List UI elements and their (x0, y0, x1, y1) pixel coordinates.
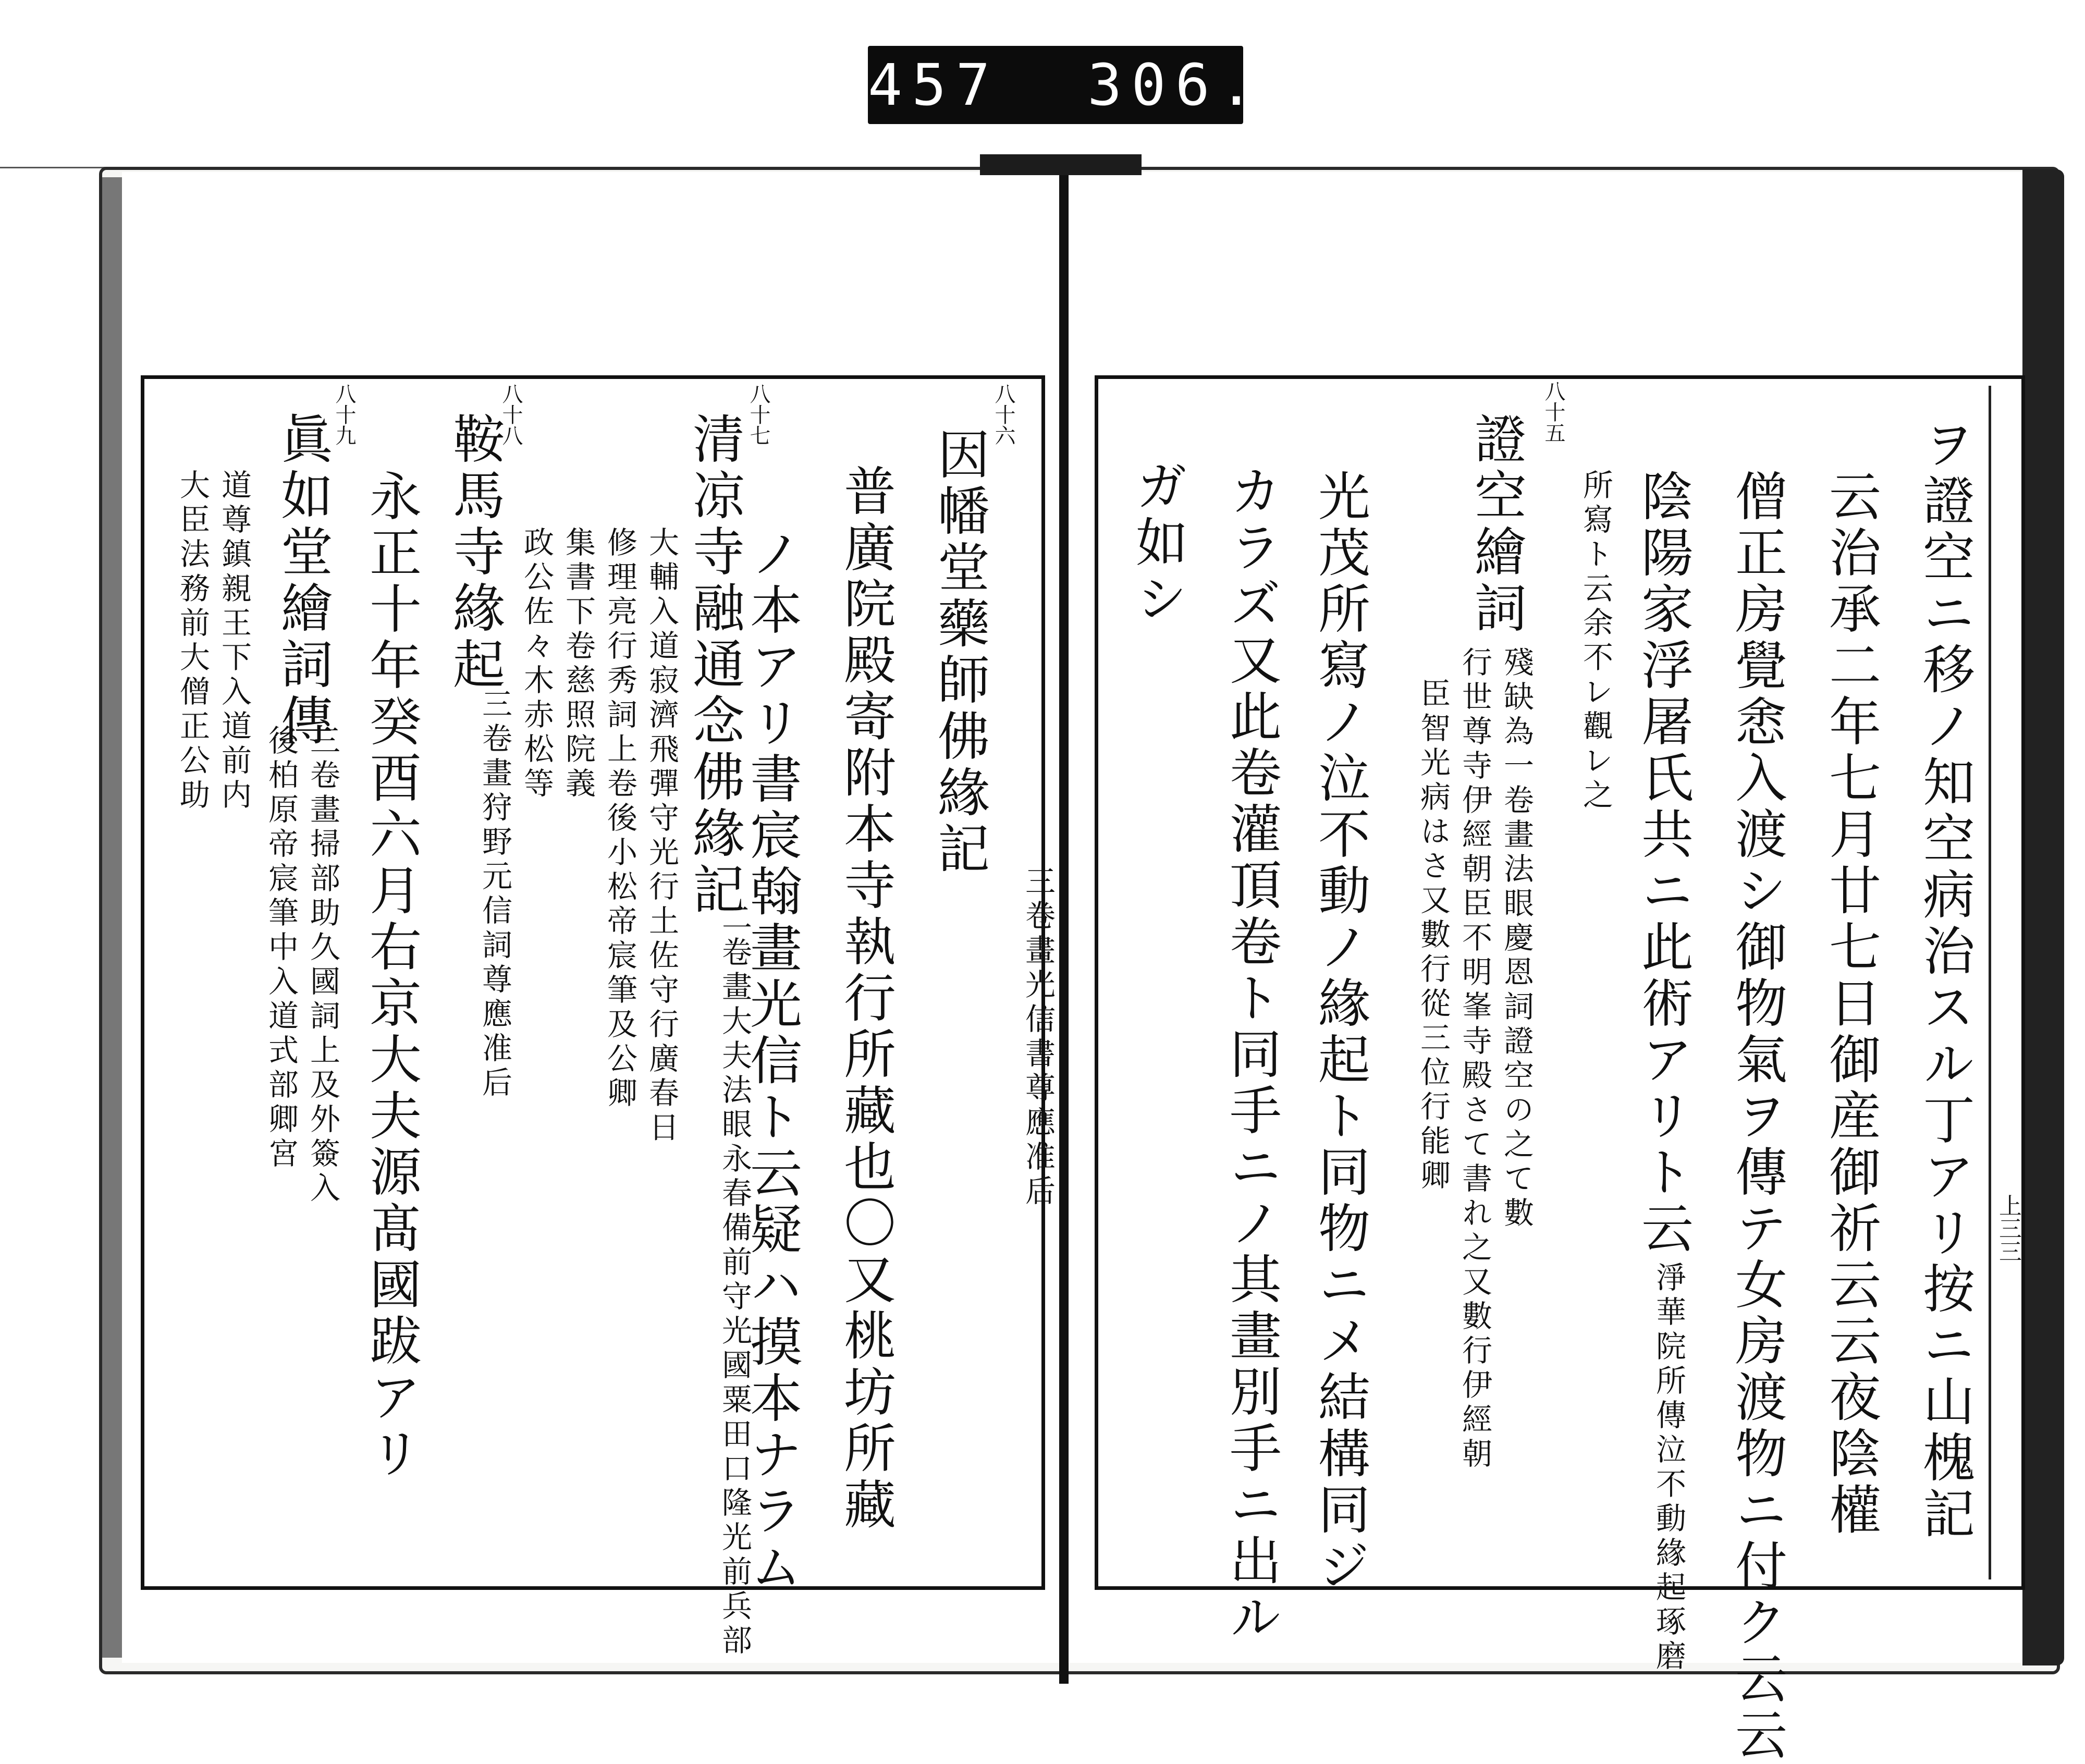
right-column-2: 云治承二年七月廿七日御産御祈云云夜陰權 (1820, 469, 1881, 1539)
item-title-87: 清凉寺融通念佛緣記 (684, 412, 745, 918)
item-desc-87-line-2: 大輔入道寂濟飛彈守光行土佐守行廣春日 (644, 526, 679, 1146)
item-desc-85-b: 行世尊寺伊經朝臣不明峯寺殿さて書れ之又數行伊經朝 (1457, 646, 1492, 1472)
item-title-88: 鞍馬寺緣起 (444, 412, 505, 693)
right-column-after-3: ガ如シ (1127, 459, 1188, 628)
binding-clip (980, 154, 1142, 175)
item-number-88: 八十八 (499, 383, 523, 446)
folio-number: 上三三 (1995, 1194, 2021, 1263)
call-number-label: 457 306. (868, 46, 1243, 124)
item-desc-85-c: 臣智光病はさ又數行從三位行能卿 (1415, 678, 1451, 1194)
item-desc-87-line-4: 集書下卷慈照院義 (560, 526, 596, 802)
item-desc-87-line-1: 二卷畫大夫法眼永春備前守光國粟田口隆光前兵部 (717, 902, 752, 1659)
item-colophon: 永正十年癸酉六月右京大夫源髙國跋アリ (361, 469, 422, 1483)
book-left-edge (102, 177, 122, 1658)
item-86-continuation-2: ノ本アリ書宸翰畫光信ト云疑ハ摸本ナラム (741, 526, 802, 1596)
item-desc-85-a: 殘缺為一卷畫法眼慶恩詞證空の之て數 (1499, 646, 1534, 1231)
item-number-85: 八十五 (1541, 381, 1565, 443)
right-column-after-1: 光茂所寫ノ泣不動ノ緣起ト同物ニメ結構同ジ (1309, 469, 1370, 1595)
item-desc-89-line-4: 大臣法務前大僧正公助 (175, 469, 210, 813)
item-number-89: 八十九 (332, 383, 356, 446)
item-desc-88-line-2: 政公佐々木赤松等 (519, 526, 554, 802)
item-number-87: 八十七 (746, 383, 770, 446)
item-title-86: 因幡堂藥師佛緣記 (929, 427, 990, 878)
right-note-tosha: 所寫ト云余不レ觀レ之 (1578, 469, 1613, 813)
item-desc-89-line-3: 道尊鎮親王下入道前内 (216, 469, 252, 813)
right-column-3: 僧正房覺悆入渡シ御物氣ヲ傳テ女房渡物ニ付ク云云 (1726, 469, 1787, 1764)
right-column-1: ヲ證空ニ移ノ知空病治スル丁アリ按ニ山槐記 (1914, 417, 1975, 1543)
right-column-after-2: カラズ又此卷灌頂卷ト同手ニノ其畫別手ニ出ル (1221, 464, 1282, 1646)
item-desc-87-line-3: 修理亮行秀詞上卷後小松帝宸筆及公卿 (602, 526, 637, 1111)
book-gutter (1059, 156, 1069, 1684)
item-86-continuation-1: 普廣院殿寄附本寺執行所藏也〇又桃坊所藏 (835, 464, 896, 1534)
right-note-jouge: 淨華院所傳泣不動緣起琢磨 (1651, 1261, 1686, 1674)
item-desc-88-line-1: 三卷畫狩野元信詞尊應准后 (477, 688, 512, 1101)
item-desc-89-line-1: 三卷畫掃部助久國詞上及外簽入 (305, 725, 340, 1206)
item-number-86: 八十六 (991, 383, 1015, 446)
item-desc-86: 三卷畫光信書尊應准后 (1020, 865, 1056, 1209)
margin-rule (1989, 386, 1991, 1579)
item-title-89: 眞如堂繪詞傳 (272, 412, 333, 750)
right-column-4: 陰陽家浮屠氏共ニ此術アリト云 (1633, 469, 1694, 1257)
book-right-edge (2022, 169, 2064, 1665)
item-title-85: 證空繪詞 (1466, 412, 1527, 637)
item-desc-89-line-2: 後柏原帝宸筆中入道式部卿宮 (263, 725, 299, 1172)
